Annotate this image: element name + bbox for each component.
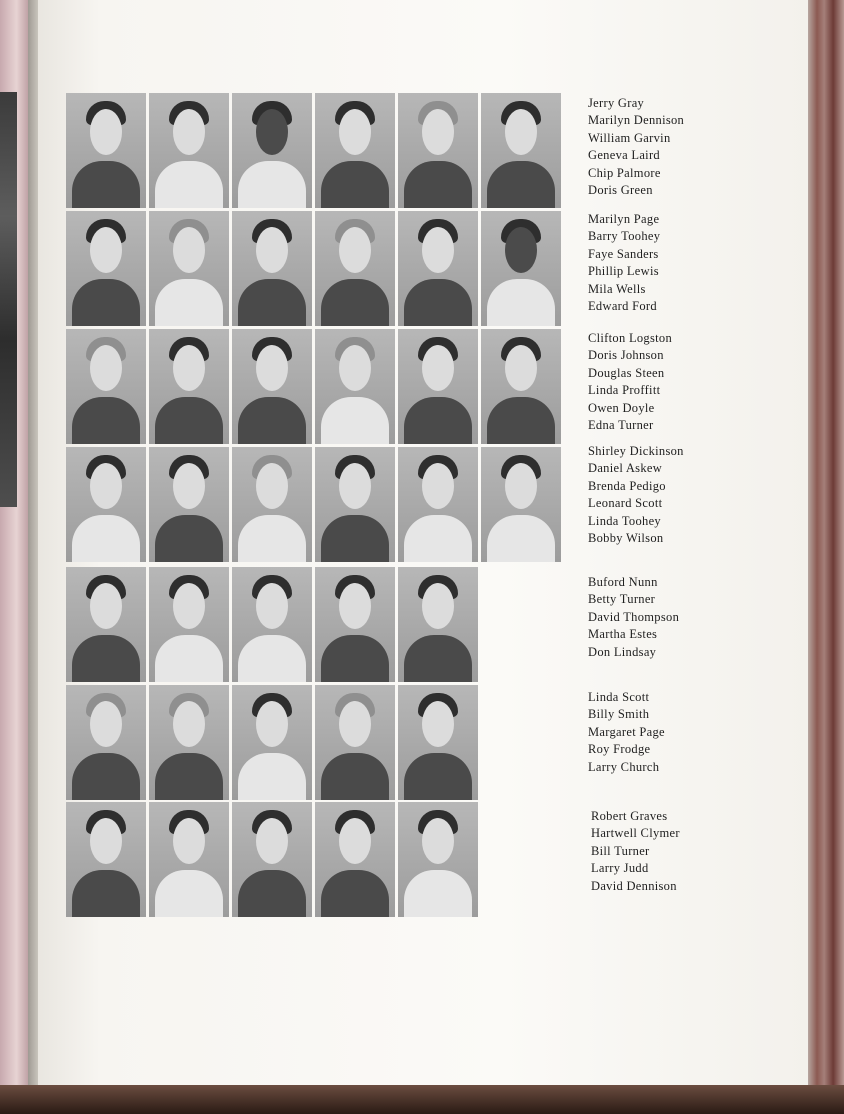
student-name: William Garvin	[588, 130, 671, 145]
student-name: Linda Proffitt	[588, 383, 661, 398]
student-name: Linda Toohey	[588, 513, 661, 528]
student-photo	[481, 447, 561, 562]
photo-row-4	[66, 447, 561, 562]
photo-row-7	[66, 802, 478, 917]
facing-page-photo-strip	[0, 92, 17, 507]
student-photo	[66, 685, 146, 800]
student-photo	[315, 802, 395, 917]
student-photo	[398, 802, 478, 917]
student-name: Shirley Dickinson	[588, 444, 684, 458]
student-photo	[66, 211, 146, 326]
book-bottom-edge	[0, 1085, 844, 1114]
student-name: Hartwell Clymer	[591, 826, 680, 841]
student-photo	[149, 802, 229, 917]
student-name: Brenda Pedigo	[588, 478, 666, 493]
student-photo	[398, 329, 478, 444]
student-photo	[481, 211, 561, 326]
student-name: Daniel Askew	[588, 461, 663, 476]
photo-row-5	[66, 567, 478, 682]
student-photo	[481, 329, 561, 444]
student-name: Bill Turner	[591, 843, 650, 858]
student-name: Mila Wells	[588, 281, 646, 296]
student-name: Larry Judd	[591, 861, 649, 876]
student-photo	[149, 685, 229, 800]
student-photo	[149, 447, 229, 562]
student-photo	[398, 447, 478, 562]
name-list-row-5	[588, 574, 679, 661]
student-name: Larry Church	[588, 759, 660, 774]
student-photo	[232, 685, 312, 800]
photo-row-1	[66, 93, 561, 208]
student-photo	[315, 211, 395, 326]
student-name: Barry Toohey	[588, 229, 661, 244]
student-name: Chip Palmore	[588, 165, 661, 180]
student-name: Leonard Scott	[588, 496, 663, 511]
student-photo	[66, 329, 146, 444]
photo-row-2	[66, 211, 561, 326]
student-name: Clifton Logston	[588, 331, 673, 345]
student-name: Martha Estes	[588, 627, 658, 642]
name-list-row-6	[588, 689, 665, 776]
student-photo	[398, 211, 478, 326]
name-list-row-7	[591, 808, 680, 895]
student-photo	[315, 567, 395, 682]
student-photo	[149, 93, 229, 208]
student-name: Linda Scott	[588, 690, 650, 704]
student-photo	[149, 567, 229, 682]
student-name: Douglas Steen	[588, 365, 665, 380]
student-name: Margaret Page	[588, 724, 665, 739]
student-name: Phillip Lewis	[588, 264, 659, 279]
student-photo	[232, 567, 312, 682]
student-photo	[315, 329, 395, 444]
student-name: David Thompson	[588, 609, 680, 624]
student-name: Robert Graves	[591, 809, 668, 823]
student-name: Buford Nunn	[588, 575, 658, 589]
student-photo	[398, 567, 478, 682]
student-photo	[481, 93, 561, 208]
student-name: Edward Ford	[588, 299, 657, 314]
student-name: Billy Smith	[588, 707, 650, 722]
student-name: Marilyn Dennison	[588, 113, 685, 128]
name-list-row-3	[588, 330, 672, 434]
student-photo	[232, 93, 312, 208]
student-photo	[149, 329, 229, 444]
student-photo	[232, 802, 312, 917]
student-name: Roy Frodge	[588, 742, 651, 757]
name-list-row-4	[588, 443, 684, 547]
student-name: Doris Johnson	[588, 348, 664, 363]
student-photo	[232, 447, 312, 562]
student-name: Betty Turner	[588, 592, 656, 607]
name-list-row-1	[588, 95, 684, 199]
student-name: Marilyn Page	[588, 212, 660, 226]
student-photo	[315, 93, 395, 208]
student-name: Faye Sanders	[588, 246, 659, 261]
student-photo	[398, 685, 478, 800]
student-photo	[149, 211, 229, 326]
student-name: Don Lindsay	[588, 644, 657, 659]
student-name: Doris Green	[588, 183, 653, 198]
student-name: Geneva Laird	[588, 148, 660, 163]
book-cover-edge	[808, 0, 844, 1085]
student-name: David Dennison	[591, 878, 677, 893]
student-name: Jerry Gray	[588, 96, 645, 110]
student-photo	[66, 567, 146, 682]
student-photo	[315, 447, 395, 562]
student-photo	[66, 802, 146, 917]
student-name: Bobby Wilson	[588, 531, 664, 546]
student-photo	[232, 329, 312, 444]
student-photo	[66, 93, 146, 208]
student-name: Edna Turner	[588, 418, 654, 433]
student-photo	[66, 447, 146, 562]
photo-row-6	[66, 685, 478, 800]
student-name: Owen Doyle	[588, 400, 655, 415]
student-photo	[398, 93, 478, 208]
student-photo	[315, 685, 395, 800]
photo-row-3	[66, 329, 561, 444]
name-list-row-2	[588, 211, 660, 315]
student-photo	[232, 211, 312, 326]
